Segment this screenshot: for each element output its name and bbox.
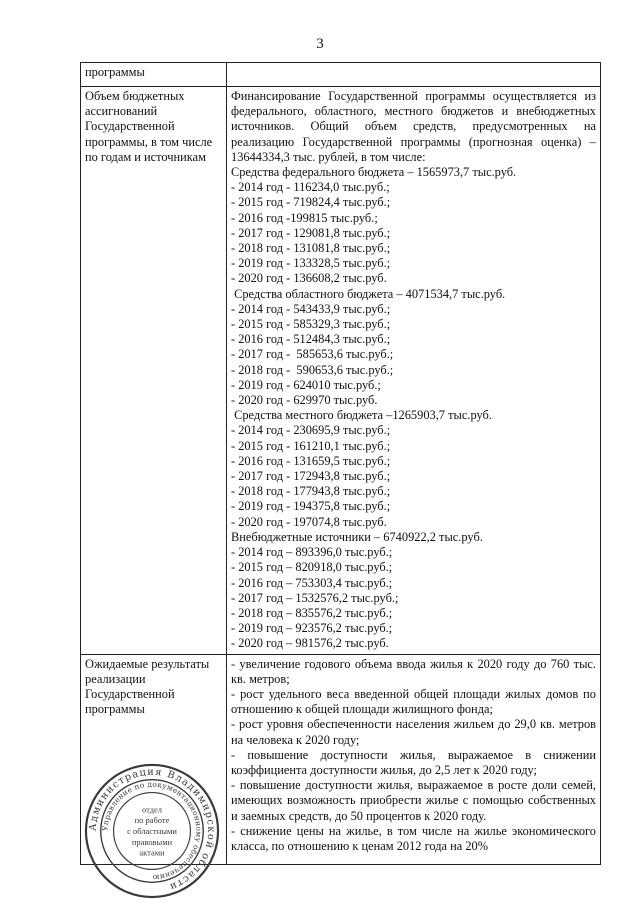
federal-year-line: - 2017 год - 129081,8 тыс.руб.; xyxy=(231,225,391,240)
result-item: - рост удельного веса введенной общей площади жилых домов по отношению к общей площади жилищного фонда; xyxy=(231,686,596,717)
program-label-cell xyxy=(81,63,227,87)
result-item: - увеличение годового объема ввода жилья к 2020 году до 760 тыс. кв. метров; xyxy=(231,656,596,686)
official-stamp xyxy=(83,762,221,900)
result-item: - повышение доступности жилья, выражаемое в снижении коэффициента доступности жилья, до 2,5 лет к 2020 году; xyxy=(231,747,596,777)
budget-label-line: Объем бюджетных xyxy=(85,89,185,103)
regional-budget-heading: Средства областного бюджета – 4071534,7 тыс.руб. xyxy=(231,286,506,301)
extrabudgetary-year-line: - 2014 год – 893396,0 тыс.руб.; xyxy=(231,545,393,560)
page-number: 3 xyxy=(316,36,324,52)
local-year-line: - 2019 год - 194375,8 тыс.руб.; xyxy=(231,499,391,514)
table-row-budget xyxy=(81,87,601,655)
local-budget-heading: Средства местного бюджета –1265903,7 тыс.руб. xyxy=(231,408,492,423)
regional-year-line: - 2015 год - 585329,3 тыс.руб.; xyxy=(231,317,391,332)
local-year-line: - 2016 год - 131659,5 тыс.руб.; xyxy=(231,453,391,468)
budget-label-cell xyxy=(81,87,227,655)
result-item: - повышение доступности жилья, выражаемое в росте доли семей, имеющих возможность приобрести жилье с помощью собственных и заемных средств, до 50 процентов к 2020 году. xyxy=(231,778,596,823)
results-value-cell xyxy=(227,654,601,864)
extrabudgetary-year-line: - 2016 год – 753303,4 тыс.руб.; xyxy=(231,575,393,590)
extrabudgetary-heading: Внебюджетные источники – 6740922,2 тыс.руб. xyxy=(231,529,483,544)
extrabudgetary-year-line: - 2015 год – 820918,0 тыс.руб.; xyxy=(231,560,393,575)
program-passport-table xyxy=(80,62,601,865)
stamp-outer-text: Администрация Владимирской области xyxy=(87,766,217,893)
stamp-center-line: правовыми xyxy=(131,836,173,847)
program-label: программы xyxy=(85,65,145,79)
table-row-program xyxy=(81,63,601,87)
results-label-line: Государственной xyxy=(85,686,175,701)
federal-year-line: - 2019 год - 133328,5 тыс.руб.; xyxy=(231,256,391,271)
local-year-line: - 2015 год - 161210,1 тыс.руб.; xyxy=(231,438,391,453)
results-label-line: Ожидаемые результаты xyxy=(85,656,210,671)
stamp-middle-text: Управление по документационному обеспечению xyxy=(100,779,204,883)
local-year-line: - 2017 год - 172943,8 тыс.руб.; xyxy=(231,469,391,484)
stamp-center-line: отдел xyxy=(141,804,163,815)
results-label-line: реализации xyxy=(85,671,146,686)
federal-year-line: - 2016 год -199815 тыс.руб.; xyxy=(231,210,378,225)
extrabudgetary-year-line: - 2019 год – 923576,2 тыс.руб.; xyxy=(231,621,393,636)
federal-year-line: - 2018 год - 131081,8 тыс.руб.; xyxy=(231,241,391,256)
extrabudgetary-year-line: - 2017 год – 1532576,2 тыс.руб.; xyxy=(231,590,399,605)
regional-year-line: - 2016 год - 512484,3 тыс.руб.; xyxy=(231,332,391,347)
regional-year-line: - 2014 год - 543433,9 тыс.руб.; xyxy=(231,301,391,316)
budget-intro: Финансирование Государственной программы осуществляется из федерального, областного, местного бюджетов и внебюджетных источников. Общий объем средств, предусмотренных на реализацию Государственной программы (прогнозная оценка) – 13644334,3 тыс. рублей, в том числе: xyxy=(231,89,596,164)
federal-year-line: - 2014 год - 116234,0 тыс.руб.; xyxy=(231,180,390,195)
result-item: - снижение цены на жилье, в том числе на жилье экономического класса, по отношению к ценам 2012 года на 20% xyxy=(231,823,596,853)
regional-year-line: - 2019 год - 624010 тыс.руб.; xyxy=(231,377,381,392)
budget-label-line: Государственной xyxy=(85,119,175,134)
stamp-center-line: по работе xyxy=(134,815,170,826)
budget-label-line: ассигнований xyxy=(85,104,158,119)
budget-label-line: по годам и источникам xyxy=(85,149,206,164)
regional-year-line: - 2020 год - 629970 тыс.руб. xyxy=(231,393,378,408)
result-item: - рост уровня обеспеченности населения жильем до 29,0 кв. метров на человека к 2020 году; xyxy=(231,717,596,747)
local-year-line: - 2020 год - 197074,8 тыс.руб. xyxy=(231,514,387,529)
federal-budget-heading: Средства федерального бюджета – 1565973,7 тыс.руб. xyxy=(231,165,517,180)
local-year-line: - 2018 год - 177943,8 тыс.руб.; xyxy=(231,484,391,499)
federal-year-line: - 2020 год - 136608,2 тыс.руб. xyxy=(231,271,387,286)
program-value-cell xyxy=(227,63,601,87)
federal-year-line: - 2015 год - 719824,4 тыс.руб.; xyxy=(231,195,391,210)
extrabudgetary-year-line: - 2018 год – 835576,2 тыс.руб.; xyxy=(231,605,393,620)
regional-year-line: - 2018 год - 590653,6 тыс.руб.; xyxy=(231,362,394,377)
regional-year-line: - 2017 год - 585653,6 тыс.руб.; xyxy=(231,347,394,362)
stamp-center-line: актами xyxy=(139,847,165,858)
budget-value-cell xyxy=(227,87,601,655)
stamp-center-line: с областными xyxy=(127,825,177,836)
extrabudgetary-year-line: - 2020 год – 981576,2 тыс.руб. xyxy=(231,636,389,651)
budget-label-line: программы, в том числе xyxy=(85,134,213,149)
local-year-line: - 2014 год - 230695,9 тыс.руб.; xyxy=(231,423,391,438)
results-label-line: программы xyxy=(85,702,145,717)
